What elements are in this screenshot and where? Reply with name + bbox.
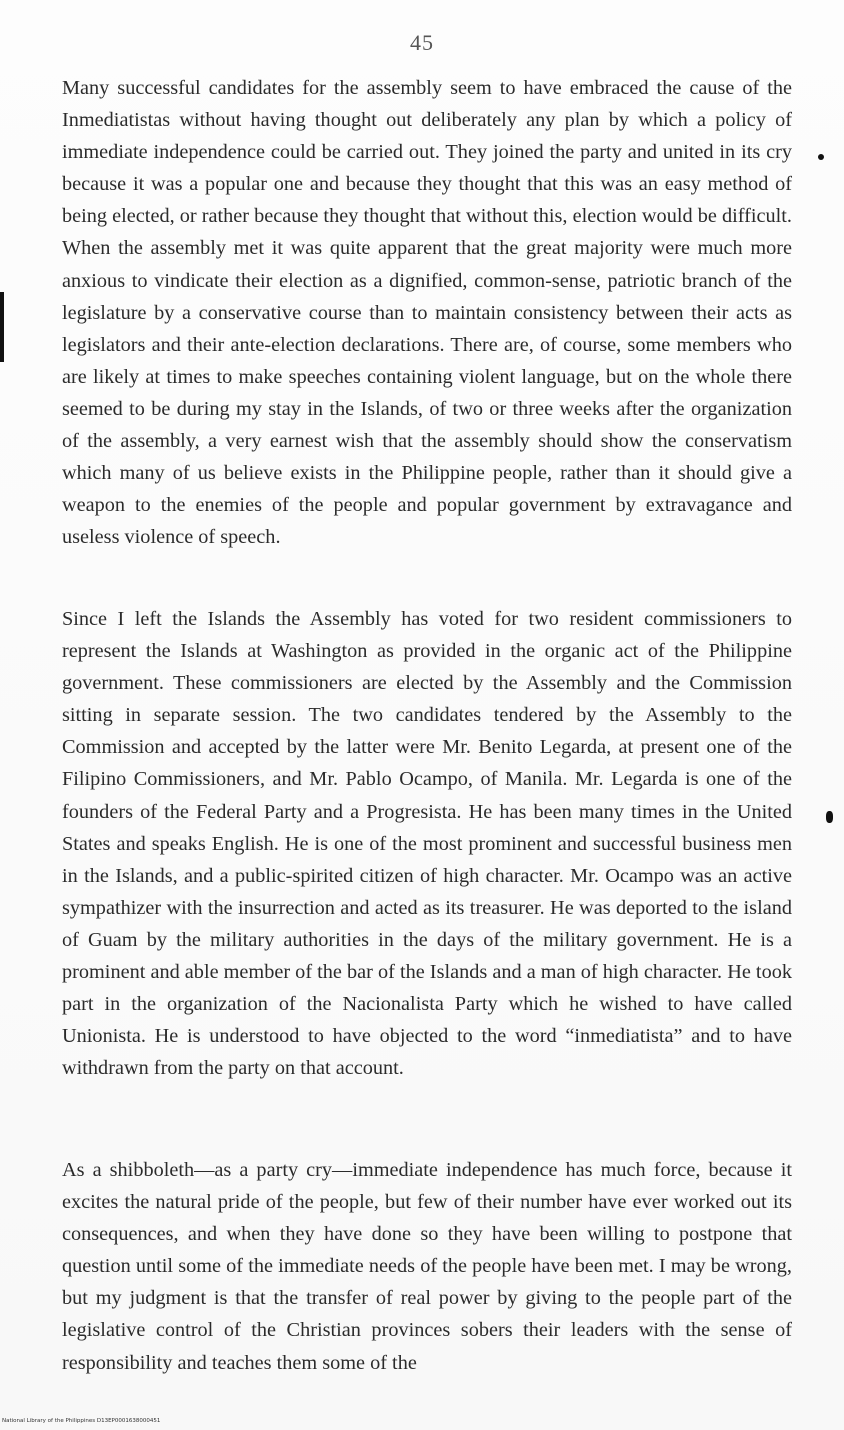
paragraph-text: Many successful candidates for the assembly seem to have embraced the cause of the Inmediatistas without having thought out deliberately any plan by which a policy of immediate independence could be carried out. They joined the party and united in its cry because it was a popular one and because they thought that this was an easy method of being elected, or rather because they thought that without this, election would be difficult. When the assembly met it was quite apparent that the great majority were much more anxious to vindicate their election as a dignified, common-sense, patriotic branch of the legislature by a conservative course than to maintain consistency between their acts as legislators and their ante-election declarations. There are, of course, some members who are likely at times to make speeches containing violent language, but on the whole there seemed to be during my stay in the Islands, of two or three weeks after the organization of the assembly, a very earnest wish that the assembly should show the conservatism which many of us believe exists in the Philippine people, rather than it should give a weapon to the enemies of the people and popular government by extravagance and useless violence of speech. — [62, 77, 792, 549]
paragraph-text: As a shibboleth—as a party cry—immediate independence has much force, because it excites the natural pride of the people, but few of their number have ever worked out its consequences, and when they have done so they have been willing to postpone that question until some of the immediate needs of the people have been met. I may be wrong, but my judgment is that the transfer of real power by giving to the people part of the legislative control of the Christian provinces sobers their leaders with the sense of responsibility and teaches them some of the — [62, 1159, 792, 1374]
paragraph-3 — [62, 1154, 792, 1379]
scan-edge-mark — [0, 292, 4, 362]
page-number: 45 — [410, 30, 434, 55]
scan-speck — [826, 811, 833, 823]
paragraph-1 — [62, 72, 792, 553]
scan-speck — [818, 154, 824, 160]
paragraph-2 — [62, 603, 792, 1084]
paragraph-text: Since I left the Islands the Assembly has voted for two resident commissioners to represent the Islands at Washington as provided in the organic act of the Philippine government. These commissioners are elected by the Assembly and the Commission sitting in separate session. The two candidates tendered by the Assembly to the Commission and accepted by the latter were Mr. Benito Legarda, at present one of the Filipino Commissioners, and Mr. Pablo Ocampo, of Manila. Mr. Legarda is one of the founders of the Federal Party and a Progresista. He has been many times in the United States and speaks English. He is one of the most prominent and successful business men in the Islands, and a public-spirited citizen of high character. Mr. Ocampo was an active sympathizer with the insurrection and acted as its treasurer. He was deported to the island of Guam by the military authorities in the days of the military government. He is a prominent and able member of the bar of the Islands and a man of high character. He took part in the organization of the Nacionalista Party which he wished to have called Unionista. He is understood to have objected to the word “inmediatista” and to have withdrawn from the party on that account. — [62, 608, 792, 1080]
library-credit: National Library of the Philippines D13EP0001638000451 — [2, 1418, 161, 1424]
